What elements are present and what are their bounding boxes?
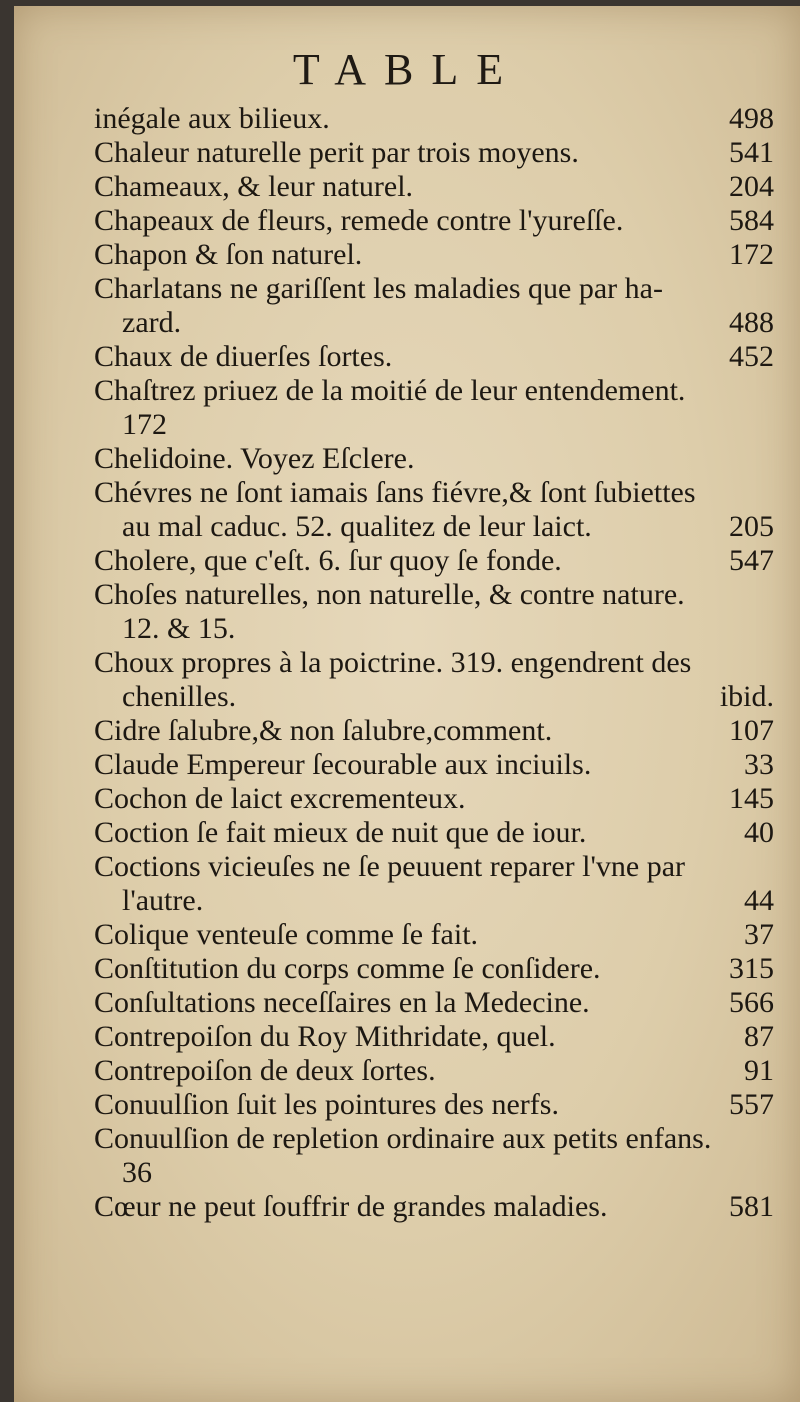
index-entry xyxy=(94,442,774,476)
page-number: 37 xyxy=(744,918,774,951)
page-number: 91 xyxy=(744,1054,774,1087)
index-entry xyxy=(94,476,774,544)
running-head: TABLE xyxy=(292,45,522,94)
index-entry xyxy=(94,578,774,646)
index-entry xyxy=(94,272,774,340)
entry-continuation-line xyxy=(94,680,774,714)
entry-text: Colique venteuſe comme ſe fait. xyxy=(94,918,479,951)
entry-text: Chaleur naturelle perit par trois moyens. xyxy=(94,136,579,169)
index-entry xyxy=(94,102,774,136)
page-number: 557 xyxy=(729,1088,774,1121)
page-number: 145 xyxy=(729,782,774,815)
entry-text: Conſultations neceſſaires en la Medecine. xyxy=(94,986,590,1019)
page-number: 204 xyxy=(729,170,774,203)
entry-text: Charlatans ne gariſſent les maladies que par ha- xyxy=(94,272,663,305)
entry-text: 172 xyxy=(122,408,167,441)
page-number: 40 xyxy=(744,816,774,849)
page-number: 498 xyxy=(729,102,774,135)
entry-text: Chaſtrez priuez de la moitié de leur entendement. xyxy=(94,374,686,407)
page-number: 566 xyxy=(729,986,774,1019)
entry-line xyxy=(94,1088,774,1122)
page-number: 172 xyxy=(729,238,774,271)
index-entries xyxy=(94,102,774,1224)
entry-text: Coction ſe fait mieux de nuit que de iour. xyxy=(94,816,587,849)
entry-line xyxy=(94,136,774,170)
entry-line xyxy=(94,1054,774,1088)
book-page xyxy=(14,6,800,1402)
index-entry xyxy=(94,986,774,1020)
entry-text: au mal caduc. 52. qualitez de leur laict. xyxy=(122,510,592,543)
entry-line xyxy=(94,204,774,238)
entry-text: Chévres ne ſont iamais ſans fiévre,& ſont ſubiettes xyxy=(94,476,696,509)
entry-continuation-line xyxy=(94,1156,774,1190)
entry-line xyxy=(94,102,774,136)
entry-line xyxy=(94,170,774,204)
page-number: 452 xyxy=(729,340,774,373)
page-number: 205 xyxy=(729,510,774,543)
entry-text: 12. & 15. xyxy=(122,612,236,645)
entry-line xyxy=(94,646,774,680)
entry-text: Coctions vicieuſes ne ſe peuuent reparer l'vne par xyxy=(94,850,686,883)
page-number: 44 xyxy=(744,884,774,917)
index-entry xyxy=(94,374,774,442)
page-number: ibid. xyxy=(719,680,774,713)
entry-text: 36 xyxy=(122,1156,152,1189)
entry-text: Chapon & ſon naturel. xyxy=(94,238,363,271)
entry-text: Conuulſion de repletion ordinaire aux petits enfans. xyxy=(94,1122,712,1155)
index-entry xyxy=(94,646,774,714)
index-entry xyxy=(94,952,774,986)
index-entry xyxy=(94,748,774,782)
entry-text: Conſtitution du corps comme ſe conſidere. xyxy=(94,952,601,985)
entry-text: Choſes naturelles, non naturelle, & contre nature. xyxy=(94,578,685,611)
page-number: 547 xyxy=(729,544,774,577)
page-number: 87 xyxy=(744,1020,774,1053)
entry-line xyxy=(94,918,774,952)
index-entry xyxy=(94,918,774,952)
entry-text: inégale aux bilieux. xyxy=(94,102,330,135)
entry-text: Chelidoine. Voyez Eſclere. xyxy=(94,442,415,475)
entry-continuation-line xyxy=(94,510,774,544)
entry-text: Contrepoiſon de deux ſortes. xyxy=(94,1054,436,1087)
entry-text: l'autre. xyxy=(122,884,204,917)
index-entry xyxy=(94,816,774,850)
entry-text: Conuulſion ſuit les pointures des nerfs. xyxy=(94,1088,559,1121)
entry-line xyxy=(94,748,774,782)
index-entry xyxy=(94,782,774,816)
entry-text: Chapeaux de fleurs, remede contre l'yureſſe. xyxy=(94,204,624,237)
index-entry xyxy=(94,238,774,272)
entry-text: Cholere, que c'eſt. 6. ſur quoy ſe fonde. xyxy=(94,544,562,577)
entry-line xyxy=(94,544,774,578)
entry-line xyxy=(94,374,774,408)
entry-text: Chameaux, & leur naturel. xyxy=(94,170,414,203)
entry-continuation-line xyxy=(94,408,774,442)
page-number: 107 xyxy=(729,714,774,747)
entry-line xyxy=(94,782,774,816)
entry-text: Cidre ſalubre,& non ſalubre,comment. xyxy=(94,714,553,747)
entry-text: Cœur ne peut ſouffrir de grandes maladies. xyxy=(94,1190,608,1223)
entry-line xyxy=(94,816,774,850)
index-entry xyxy=(94,340,774,374)
page-number: 584 xyxy=(729,204,774,237)
entry-text: Choux propres à la poictrine. 319. engendrent des xyxy=(94,646,692,679)
entry-line xyxy=(94,714,774,748)
index-entry xyxy=(94,170,774,204)
entry-text: Claude Empereur ſecourable aux inciuils. xyxy=(94,748,592,781)
entry-line xyxy=(94,1020,774,1054)
index-entry xyxy=(94,1122,774,1190)
index-entry xyxy=(94,136,774,170)
entry-continuation-line xyxy=(94,612,774,646)
entry-line xyxy=(94,340,774,374)
entry-line xyxy=(94,1122,774,1156)
entry-line xyxy=(94,1190,774,1224)
entry-continuation-line xyxy=(94,306,774,340)
entry-line xyxy=(94,850,774,884)
entry-text: Chaux de diuerſes ſortes. xyxy=(94,340,393,373)
entry-text: zard. xyxy=(122,306,182,339)
index-entry xyxy=(94,1088,774,1122)
index-entry xyxy=(94,1020,774,1054)
entry-text: Cochon de laict excrementeux. xyxy=(94,782,466,815)
page-number: 541 xyxy=(729,136,774,169)
index-entry xyxy=(94,1054,774,1088)
page-number: 581 xyxy=(729,1190,774,1223)
index-entry xyxy=(94,1190,774,1224)
entry-line xyxy=(94,952,774,986)
page-number: 33 xyxy=(744,748,774,781)
entry-line xyxy=(94,986,774,1020)
entry-line xyxy=(94,578,774,612)
entry-line xyxy=(94,476,774,510)
entry-text: Contrepoiſon du Roy Mithridate, quel. xyxy=(94,1020,556,1053)
index-entry xyxy=(94,204,774,238)
page-number: 488 xyxy=(729,306,774,339)
entry-continuation-line xyxy=(94,884,774,918)
entry-line xyxy=(94,238,774,272)
index-entry xyxy=(94,850,774,918)
entry-line xyxy=(94,272,774,306)
entry-line xyxy=(94,442,774,476)
page-number: 315 xyxy=(729,952,774,985)
index-entry xyxy=(94,544,774,578)
index-entry xyxy=(94,714,774,748)
entry-text: chenilles. xyxy=(122,680,237,713)
